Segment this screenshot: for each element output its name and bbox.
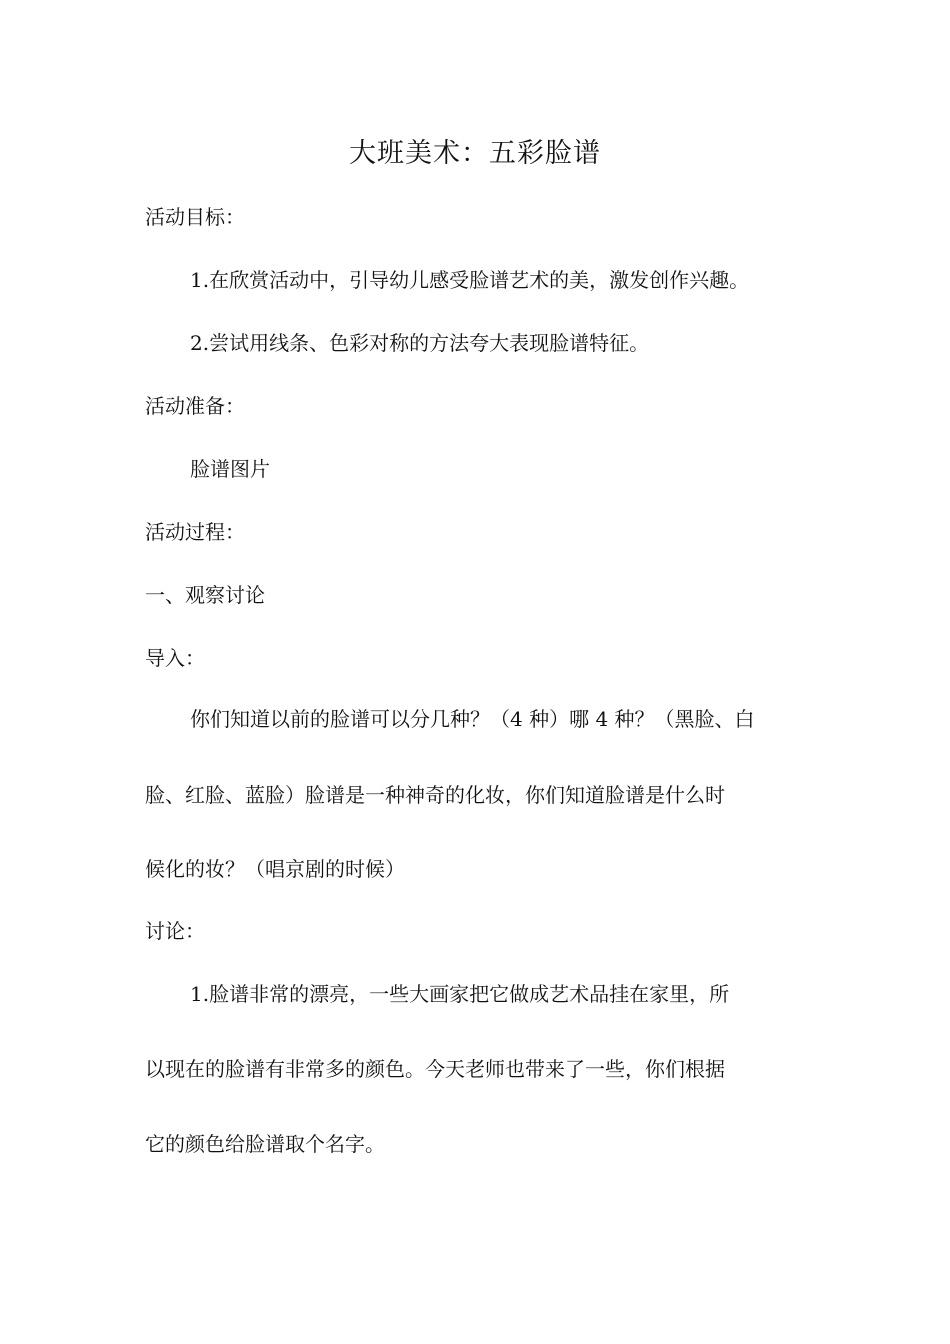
intro-paragraph-line-3: 候化的妆？（唱京剧的时候） <box>145 857 405 881</box>
heading-intro: 导入： <box>145 646 205 670</box>
discussion-paragraph-line-3: 它的颜色给脸谱取个名字。 <box>145 1132 385 1156</box>
heading-process: 活动过程： <box>145 520 245 544</box>
heading-discussion: 讨论： <box>145 919 205 943</box>
discussion-paragraph-line-2: 以现在的脸谱有非常多的颜色。今天老师也带来了一些，你们根据 <box>145 1057 725 1081</box>
section-heading-observe: 一、观察讨论 <box>145 583 265 607</box>
goal-item-2: 2.尝试用线条、色彩对称的方法夸大表现脸谱特征。 <box>190 331 650 355</box>
goal-item-1: 1.在欣赏活动中，引导幼儿感受脸谱艺术的美，激发创作兴趣。 <box>190 268 750 292</box>
heading-preparation: 活动准备： <box>145 394 245 418</box>
document-title: 大班美术：五彩脸谱 <box>349 138 601 169</box>
intro-paragraph-line-1: 你们知道以前的脸谱可以分几种？（4 种）哪 4 种？（黑脸、白 <box>190 707 755 731</box>
heading-goals: 活动目标： <box>145 205 245 229</box>
intro-paragraph-line-2: 脸、红脸、蓝脸）脸谱是一种神奇的化妆，你们知道脸谱是什么时 <box>145 783 725 807</box>
discussion-paragraph-line-1: 1.脸谱非常的漂亮，一些大画家把它做成艺术品挂在家里，所 <box>190 982 730 1006</box>
preparation-item: 脸谱图片 <box>190 457 270 481</box>
